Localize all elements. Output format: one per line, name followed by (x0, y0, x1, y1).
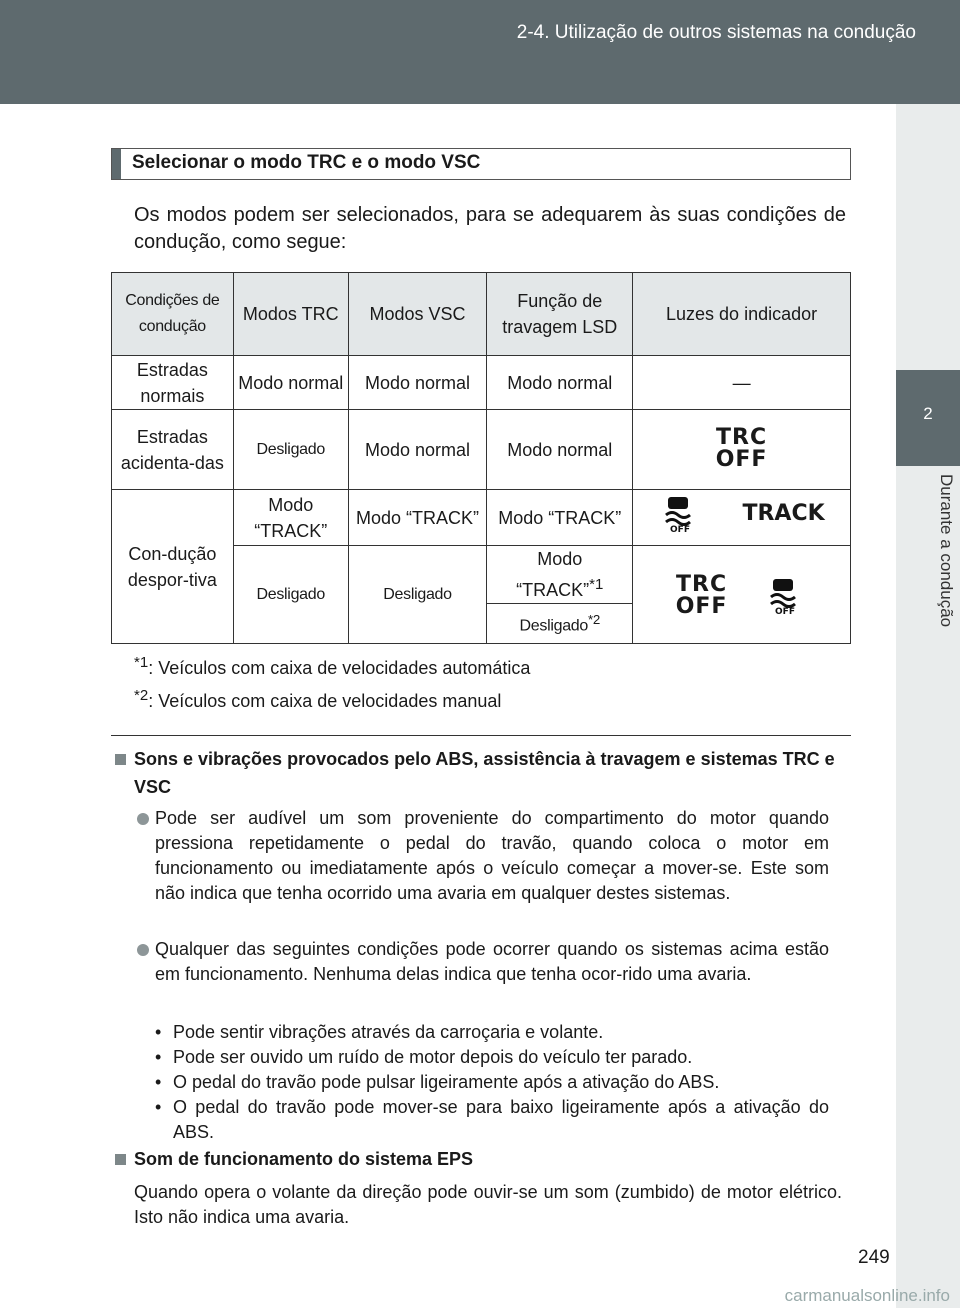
footnote-text: : Veículos com caixa de velocidades manual (148, 691, 502, 711)
cell-vsc: Modo normal (348, 410, 487, 490)
list-item: • O pedal do travão pode mover-se para baixo ligeiramente após a ativação do ABS. (155, 1097, 829, 1142)
header-conditions: Condições de condução (112, 273, 234, 356)
chapter-tab (896, 370, 960, 466)
trc-icon-line1: TRC (676, 571, 728, 597)
abs-list (155, 1020, 829, 1145)
eps-note-title: Som de funcionamento do sistema EPS (134, 1149, 474, 1169)
table-row (112, 356, 851, 410)
footnote-text: : Veículos com caixa de velocidades automática (148, 658, 531, 678)
side-strip (896, 104, 960, 370)
watermark: carmanualsonline.info (784, 1286, 950, 1305)
cell-trc: Modo normal (233, 356, 348, 410)
list-item-text: Pode ser ouvido um ruído de motor depois do veículo ter parado. (173, 1047, 693, 1067)
trc-off-icon (675, 571, 728, 619)
cell-vsc: Desligado (348, 546, 487, 644)
cell-trc: Desligado (233, 546, 348, 644)
list-item-text: O pedal do travão pode pulsar ligeiramente após a ativação do ABS. (173, 1072, 720, 1092)
abs-paragraph-1: Pode ser audível um som proveniente do compartimento do motor quando pressiona repetidamente o pedal do travão, quando coloca o motor em funcionamento ou imediatamente após o veículo começar a mover-se. Este som não indica que tenha ocorrido uma avaria em qualquer destes sistemas. (155, 808, 829, 903)
track-indicator-icon: TRACK (742, 501, 825, 526)
circle-bullet-icon (137, 813, 149, 825)
section-heading (111, 148, 851, 180)
header-indicator: Luzes do indicador (633, 273, 851, 356)
intro-paragraph: Os modos podem ser selecionados, para se adequarem às suas condições de condução, como segue: (134, 204, 846, 253)
table-row (112, 410, 851, 490)
header-vsc: Modos VSC (348, 273, 487, 356)
cell-condition: Estradas acidenta-das (112, 410, 234, 490)
footnote-mark: *2 (588, 612, 600, 628)
cell-lsd: Modo normal (487, 356, 633, 410)
trc-icon-line2: OFF (675, 593, 728, 619)
vsc-off-icon (658, 495, 702, 533)
list-item: • O pedal do travão pode pulsar ligeiramente após a ativação do ABS. (155, 1072, 720, 1092)
footnote-mark: *2 (134, 687, 149, 704)
cell-vsc: Modo “TRACK” (348, 490, 487, 546)
cell-trc: Modo “TRACK” (233, 490, 348, 546)
chapter-label: Durante a condução (937, 474, 956, 628)
cell-indicator: — (633, 356, 851, 410)
trc-off-icon (715, 424, 768, 472)
eps-paragraph: Quando opera o volante da direção pode ouvir-se um som (zumbido) de motor elétrico. Isto não indica uma avaria. (134, 1182, 842, 1227)
cell-lsd: Modo normal (487, 410, 633, 490)
table-header-row (112, 273, 851, 356)
divider (111, 735, 851, 736)
cell-condition: Estradas normais (112, 356, 234, 410)
header-band (0, 0, 960, 104)
list-item: • Pode ser ouvido um ruído de motor depois do veículo ter parado. (155, 1047, 693, 1067)
square-bullet-icon (115, 754, 126, 765)
circle-bullet-icon (137, 944, 149, 956)
list-item: • Pode sentir vibrações através da carroçaria e volante. (155, 1022, 604, 1042)
vsc-off-label: OFF (775, 606, 796, 615)
trc-icon-line2: OFF (715, 446, 768, 472)
modes-table (111, 272, 851, 644)
footnote-2 (134, 687, 501, 712)
lsd-track-text: Modo “TRACK” (516, 549, 590, 600)
list-item-text: Pode sentir vibrações através da carroçaria e volante. (173, 1022, 604, 1042)
cell-condition: Con-dução despor-tiva (112, 490, 234, 644)
table-row (112, 490, 851, 546)
vsc-off-icon (763, 577, 807, 615)
trc-icon-line1: TRC (716, 424, 768, 450)
cell-vsc: Modo normal (348, 356, 487, 410)
header-trc: Modos TRC (233, 273, 348, 356)
cell-trc: Desligado (233, 410, 348, 490)
cell-indicator (633, 490, 851, 546)
page-number: 249 (858, 1247, 890, 1268)
cell-lsd (487, 546, 633, 604)
cell-indicator (633, 546, 851, 644)
footnote-1 (134, 654, 530, 679)
footnote-mark: *1 (134, 654, 149, 671)
abs-note-title: Sons e vibrações provocados pelo ABS, assistência à travagem e sistemas TRC e VSC (134, 749, 835, 797)
square-bullet-icon (115, 1154, 126, 1165)
cell-lsd: Modo “TRACK” (487, 490, 633, 546)
abs-paragraph-2: Qualquer das seguintes condições pode ocorrer quando os sistemas acima estão em funcionamento. Nenhuma delas indica que tenha ocor-rido uma avaria. (155, 939, 829, 984)
lsd-off-text: Desligado (519, 617, 588, 635)
header-lsd: Função de travagem LSD (487, 273, 633, 356)
section-title: Selecionar o modo TRC e o modo VSC (132, 152, 481, 173)
cell-indicator (633, 410, 851, 490)
cell-lsd (487, 604, 633, 644)
vsc-off-label: OFF (670, 525, 691, 533)
running-header: 2-4. Utilização de outros sistemas na condução (516, 22, 916, 43)
list-item-text: O pedal do travão pode mover-se para baixo ligeiramente após a ativação do ABS. (173, 1097, 829, 1142)
footnote-mark: *1 (589, 576, 604, 593)
section-bar (112, 149, 121, 179)
chapter-number: 2 (923, 404, 933, 423)
